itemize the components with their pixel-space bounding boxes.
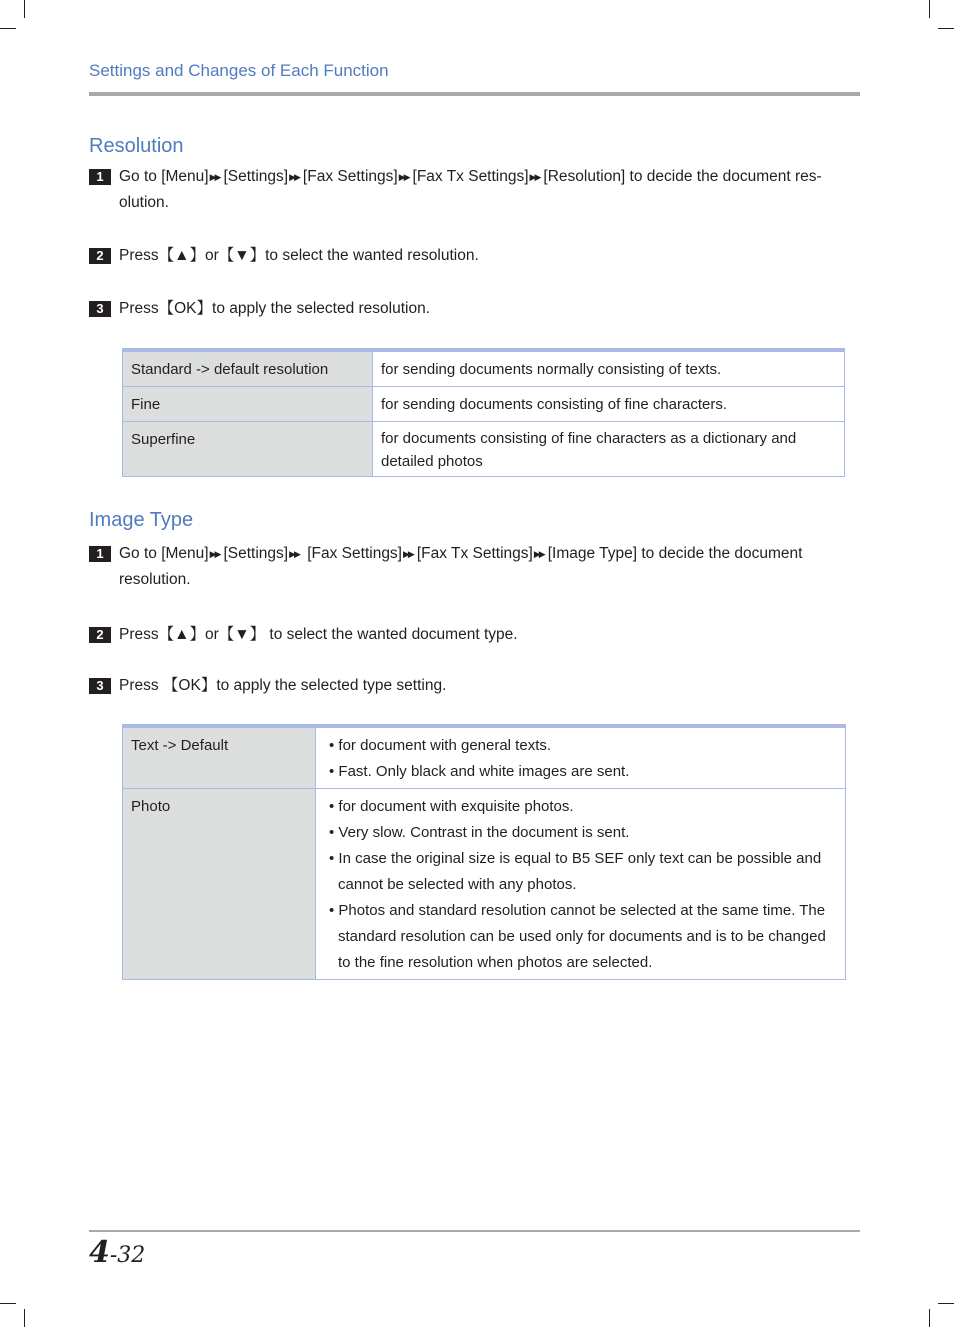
- crop-mark: [929, 1309, 930, 1327]
- header-rule: [89, 92, 860, 96]
- table-value: for documents consisting of fine characters as a dictionary and detailed photos: [373, 422, 845, 477]
- resolution-table: [122, 348, 845, 477]
- section-title-image-type: Image Type: [89, 509, 194, 531]
- step-text: Press【OK】to apply the selected resolution.: [119, 300, 431, 317]
- table-value: [316, 789, 846, 980]
- double-right-arrow-icon: ▶▶: [529, 172, 540, 182]
- table-row: [123, 726, 846, 789]
- double-right-arrow-icon: ▶▶: [533, 549, 544, 559]
- crop-mark: [0, 1303, 16, 1304]
- crop-mark: [938, 28, 954, 29]
- step-number: 1: [89, 546, 111, 562]
- running-header: Settings and Changes of Each Function: [89, 61, 389, 80]
- list-item: • Fast. Only black and white images are sent.: [329, 763, 630, 780]
- crop-mark: [24, 1309, 25, 1327]
- crop-mark: [0, 28, 16, 29]
- image-type-table: [122, 724, 846, 980]
- table-value: for sending documents consisting of fine characters.: [373, 387, 845, 422]
- table-key: Superfine: [123, 422, 373, 477]
- table-row: [123, 350, 845, 387]
- double-right-arrow-icon: ▶▶: [403, 549, 413, 559]
- resolution-step-1: [89, 164, 854, 216]
- image-type-step-3: [89, 673, 854, 699]
- table-value: [316, 726, 846, 789]
- image-type-step-2: [89, 622, 854, 648]
- table-key: Fine: [123, 387, 373, 422]
- resolution-step-3: [89, 296, 854, 322]
- table-key: Text -> Default: [123, 726, 316, 789]
- crop-mark: [24, 0, 25, 18]
- table-key: Photo: [123, 789, 316, 980]
- list-item: • In case the original size is equal to B5 SEF only text can be possible and cannot be selected with any photos.: [329, 850, 822, 893]
- crop-mark: [938, 1303, 954, 1304]
- footer-rule: [89, 1230, 860, 1232]
- step-number: 3: [89, 301, 111, 317]
- crop-mark: [929, 0, 930, 18]
- list-item: • Very slow. Contrast in the document is sent.: [329, 824, 630, 841]
- step-number: 3: [89, 678, 111, 694]
- double-right-arrow-icon: ▶▶: [289, 549, 299, 559]
- double-right-arrow-icon: ▶▶: [398, 172, 409, 182]
- step-number: 1: [89, 169, 111, 185]
- table-row: [123, 387, 845, 422]
- step-text: Go to [Menu]▶▶ [Settings]▶▶ [Fax Settings]▶▶ [Fax Tx Settings]▶▶ [Image Type] to decide the document resolution.: [119, 545, 803, 588]
- step-number: 2: [89, 248, 111, 264]
- step-text: Press【▲】or【▼】to select the wanted resolution.: [119, 247, 479, 264]
- list-item: • for document with exquisite photos.: [329, 798, 574, 815]
- double-right-arrow-icon: ▶▶: [289, 172, 299, 182]
- list-item: • for document with general texts.: [329, 737, 552, 754]
- step-text: Press 【OK】to apply the selected type setting.: [119, 677, 447, 694]
- table-key: Standard -> default resolution: [123, 350, 373, 387]
- step-number: 2: [89, 627, 111, 643]
- table-row: [123, 789, 846, 980]
- page-number: 4-32: [89, 1235, 146, 1270]
- step-text: Press【▲】or【▼】 to select the wanted document type.: [119, 626, 518, 643]
- image-type-step-1: [89, 541, 854, 593]
- table-value: for sending documents normally consisting of texts.: [373, 350, 845, 387]
- list-item: • Photos and standard resolution cannot be selected at the same time. The standard resolution can be used only for documents and is to be changed to the fine resolution when photos are selected.: [329, 902, 826, 971]
- double-right-arrow-icon: ▶▶: [209, 172, 220, 182]
- double-right-arrow-icon: ▶▶: [209, 549, 220, 559]
- table-row: [123, 422, 845, 477]
- step-text: Go to [Menu]▶▶ [Settings]▶▶ [Fax Settings]▶▶ [Fax Tx Settings]▶▶ [Resolution] to decide the document res-olution.: [119, 168, 822, 211]
- resolution-step-2: [89, 243, 854, 269]
- section-title-resolution: Resolution: [89, 135, 184, 157]
